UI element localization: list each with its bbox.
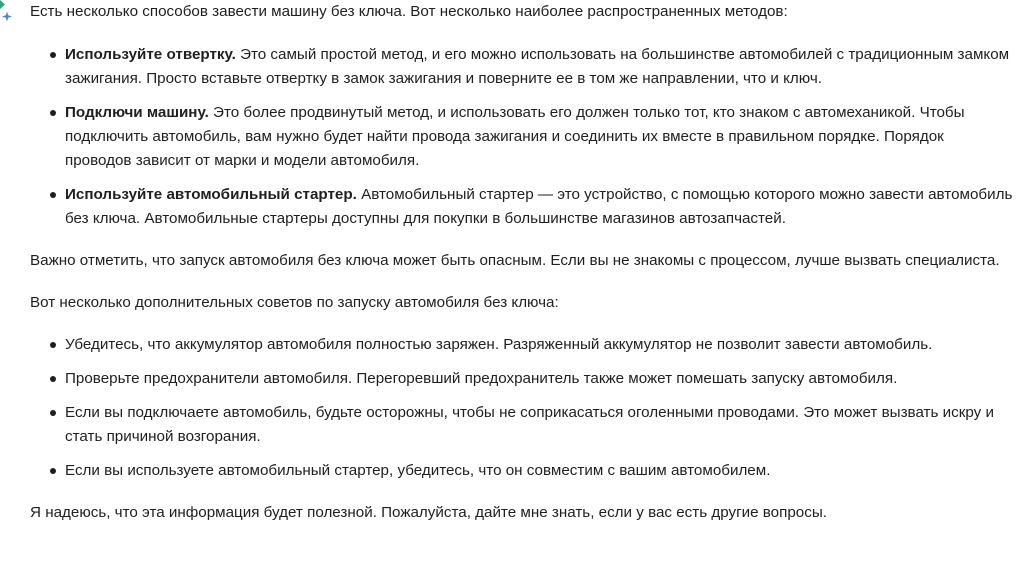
list-item [30,101,1014,173]
methods-list [30,43,1014,231]
intro-paragraph: Есть несколько способов завести машину без ключа. Вот несколько наиболее распространенных методов: [30,3,788,20]
method-text: Это более продвинутый метод, и использовать его должен только тот, кто знаком с автомеханикой. Чтобы подключить автомобиль, вам нужно будет найти провода зажигания и соединить их вместе в правильном порядке. Порядок проводов зависит от марки и модели автомобиля. [65,104,965,169]
sparkle-icon [0,0,14,22]
list-item: Если вы подключаете автомобиль, будьте осторожны, чтобы не соприкасаться оголенными проводами. Это может вызвать искру и стать причиной возгорания. [30,401,1014,449]
list-item [30,183,1014,231]
warning-paragraph: Важно отметить, что запуск автомобиля без ключа может быть опасным. Если вы не знакомы с процессом, лучше вызвать специалиста. [30,252,1000,269]
assistant-response [30,0,1014,525]
list-item: Если вы используете автомобильный стартер, убедитесь, что он совместим с вашим автомобилем. [30,459,1014,483]
method-title: Используйте автомобильный стартер. [65,186,357,203]
method-text: Это самый простой метод, и его можно использовать на большинстве автомобилей с традиционным замком зажигания. Просто вставьте отвертку в замок зажигания и поверните ее в том же направлении, что и ключ. [65,46,1010,87]
list-item [30,43,1014,91]
method-text: Автомобильный стартер — это устройство, с помощью которого можно завести автомобиль без ключа. Автомобильные стартеры доступны для покупки в большинстве магазинов автозапчастей. [65,186,1013,227]
method-title: Используйте отвертку. [65,46,236,63]
list-item: Убедитесь, что аккумулятор автомобиля полностью заряжен. Разряженный аккумулятор не позволит завести автомобиль. [30,333,1014,357]
tips-list [30,333,1014,483]
list-item: Проверьте предохранители автомобиля. Перегоревший предохранитель также может помешать запуску автомобиля. [30,367,1014,391]
closing-paragraph: Я надеюсь, что эта информация будет полезной. Пожалуйста, дайте мне знать, если у вас есть другие вопросы. [30,504,827,521]
method-title: Подключи машину. [65,104,209,121]
tips-intro-paragraph: Вот несколько дополнительных советов по запуску автомобиля без ключа: [30,294,559,311]
